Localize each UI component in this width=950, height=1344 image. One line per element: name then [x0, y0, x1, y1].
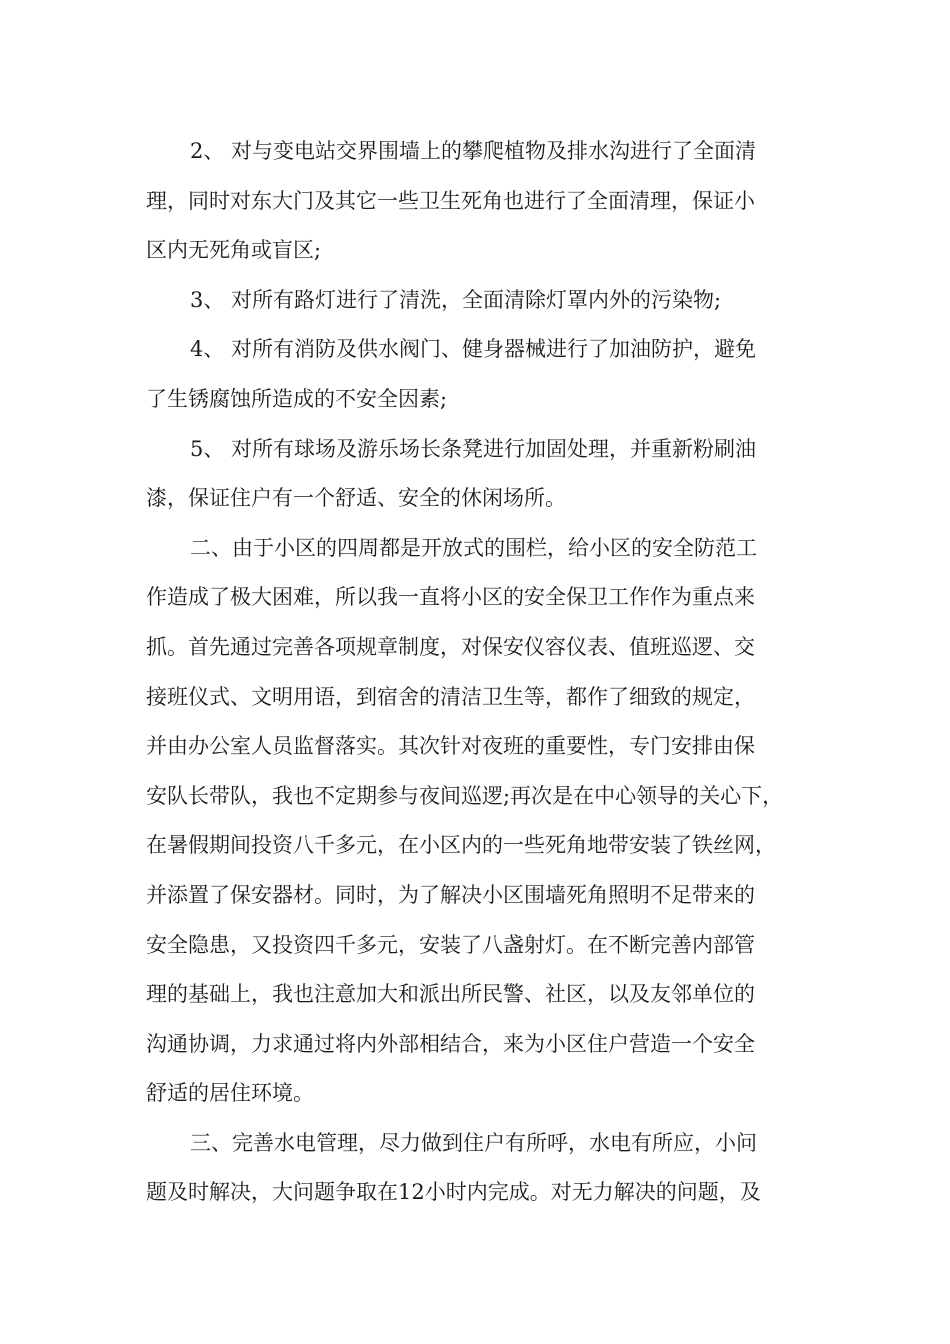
- document-body: [146, 127, 816, 1218]
- text-line: 二、由于小区的四周都是开放式的围栏，给小区的安全防范工: [190, 535, 757, 560]
- text-line: 理，同时对东大门及其它一些卫生死角也进行了全面清理，保证小: [146, 188, 755, 213]
- paragraph-item-4: [146, 325, 816, 424]
- paragraph-item-3: [146, 276, 816, 326]
- text-line: 3、 对所有路灯进行了清洗，全面清除灯罩内外的污染物;: [190, 287, 722, 312]
- text-line: 区内无死角或盲区;: [146, 238, 322, 263]
- text-line: 抓。首先通过完善各项规章制度，对保安仪容仪表、值班巡逻、交: [146, 634, 755, 659]
- text-line: 了生锈腐蚀所造成的不安全因素;: [146, 386, 448, 411]
- text-line: 2、 对与变电站交界围墙上的攀爬植物及排水沟进行了全面清: [190, 139, 757, 163]
- text-line: 理的基础上，我也注意加大和派出所民警、社区，以及友邻单位的: [146, 982, 755, 1007]
- text-line: 三、完善水电管理，尽力做到住户有所呼，水电有所应，小问: [190, 1130, 757, 1155]
- paragraph-item-5: [146, 425, 816, 524]
- text-line: 并由办公室人员监督落实。其次针对夜班的重要性，专门安排由保: [146, 734, 755, 759]
- text-line: 安队长带队，我也不定期参与夜间巡逻;再次是在中心领导的关心下，: [146, 783, 784, 808]
- paragraph-section-3: [146, 1119, 816, 1218]
- text-line: 5、 对所有球场及游乐场长条凳进行加固处理，并重新粉刷油: [190, 436, 757, 461]
- text-line: 作造成了极大困难，所以我一直将小区的安全保卫工作作为重点来: [146, 585, 755, 610]
- text-line: 并添置了保安器材。同时，为了解决小区围墙死角照明不足带来的: [146, 882, 755, 907]
- text-line: 题及时解决，大问题争取在12小时内完成。对无力解决的问题，及: [146, 1180, 761, 1205]
- text-line: 在暑假期间投资八千多元，在小区内的一些死角地带安装了铁丝网，: [146, 833, 776, 858]
- text-line: 沟通协调，力求通过将内外部相结合，来为小区住户营造一个安全: [146, 1031, 755, 1056]
- text-line: 4、 对所有消防及供水阀门、健身器械进行了加油防护，避免: [190, 337, 757, 362]
- text-line: 舒适的居住环境。: [146, 1081, 314, 1106]
- text-line: 安全隐患，又投资四千多元，安装了八盏射灯。在不断完善内部管: [146, 932, 755, 957]
- paragraph-item-2: [146, 127, 816, 276]
- text-line: 漆，保证住户有一个舒适、安全的休闲场所。: [146, 486, 566, 511]
- text-line: 接班仪式、文明用语，到宿舍的清洁卫生等，都作了细致的规定，: [146, 684, 755, 709]
- paragraph-section-2: [146, 524, 816, 1119]
